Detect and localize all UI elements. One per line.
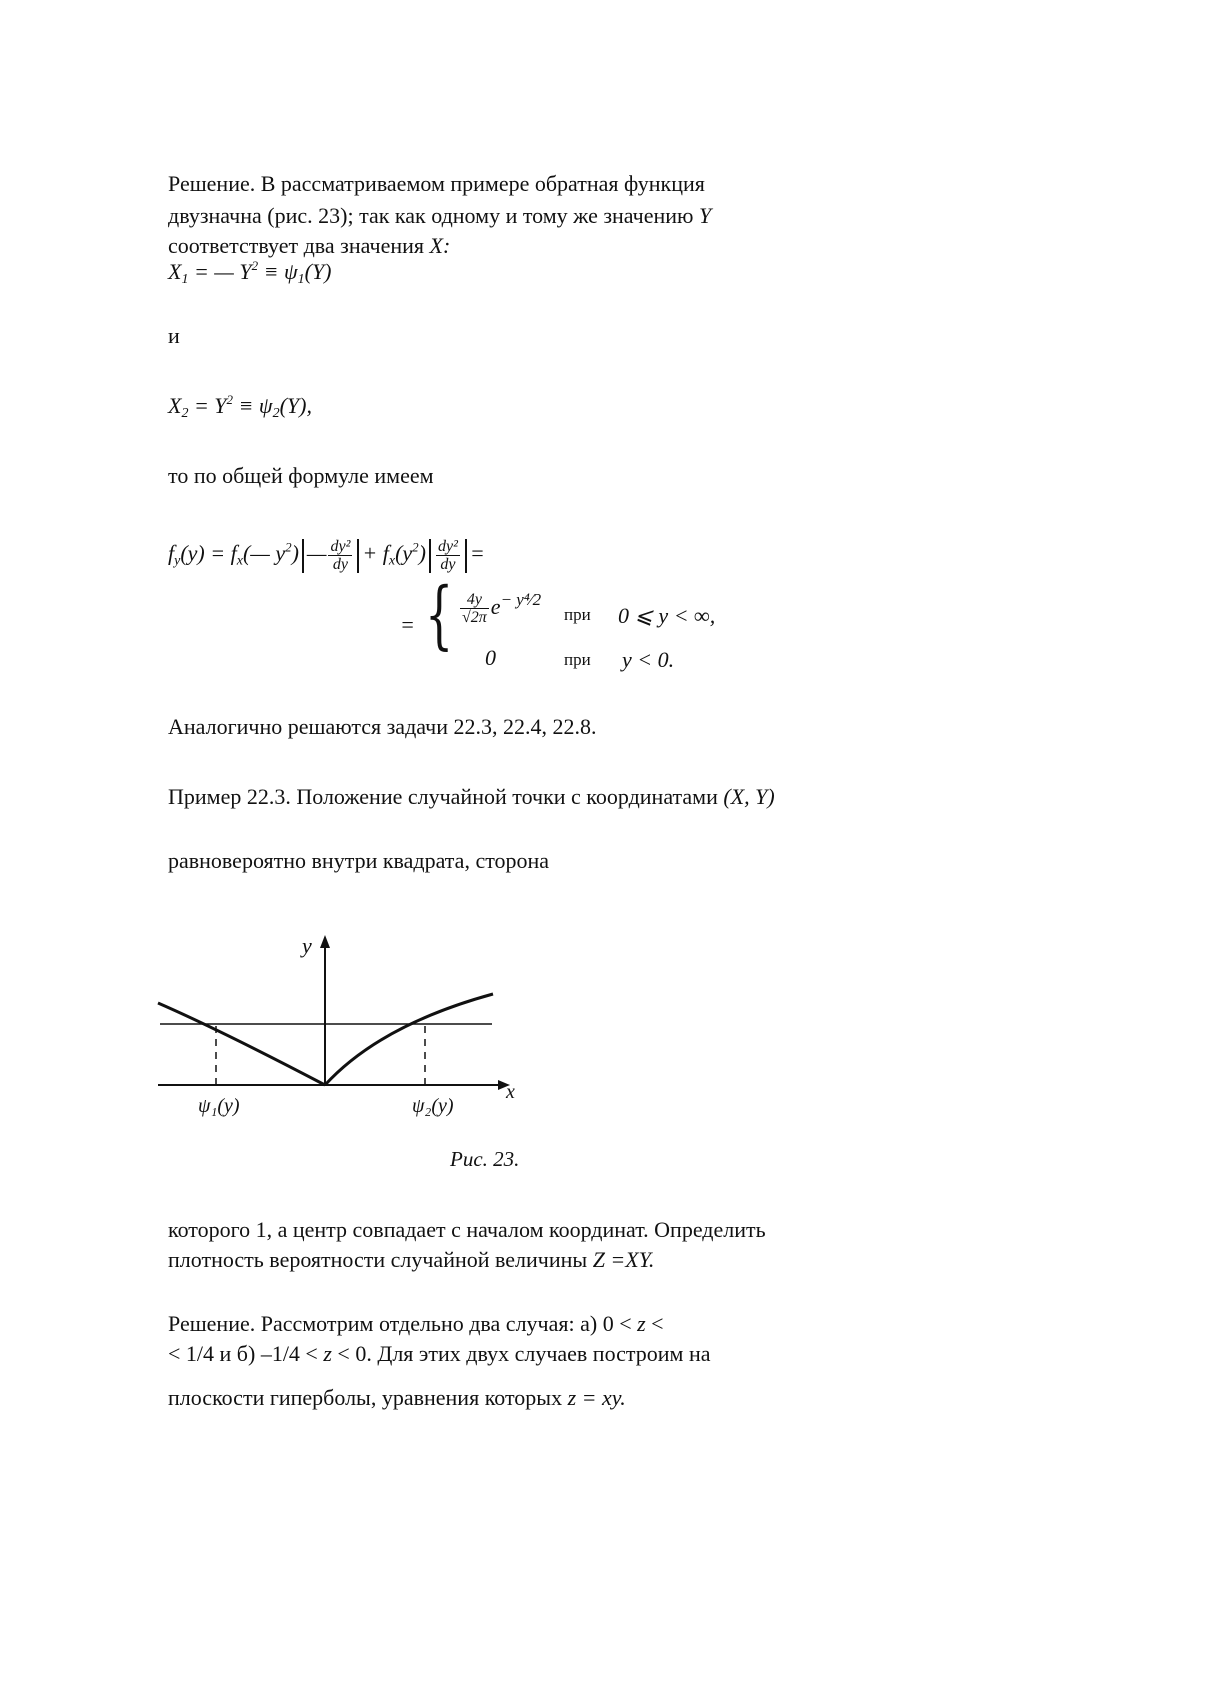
x2-equiv: ≡ ψ xyxy=(233,393,273,418)
fy-plus: + f xyxy=(362,540,389,566)
x1-sup: 2 xyxy=(251,258,259,273)
fy-arg2: (y xyxy=(395,540,413,566)
x2-lhs: X xyxy=(168,393,182,418)
var-x: X: xyxy=(429,233,451,258)
solution-line-1: Решение. В рассматриваемом примере обратная функция xyxy=(168,171,705,196)
left-brace: { xyxy=(425,572,454,658)
var-y: Y xyxy=(699,203,712,228)
fy-lhs: f xyxy=(168,540,175,566)
solution2-line-1-text: Решение. Рассмотрим отдельно два случая: а) 0 < xyxy=(168,1311,638,1336)
solution2-line-1-end: < xyxy=(645,1311,664,1336)
x2-sub: 2 xyxy=(181,406,189,421)
square-text: равновероятно внутри квадрата, сторона xyxy=(168,848,550,873)
curve-left-branch xyxy=(158,1003,325,1085)
curve-right-branch xyxy=(325,994,493,1085)
case-2-word: при xyxy=(564,650,591,669)
fy-arg1: (— y xyxy=(242,540,286,566)
x2-psi-sub: 2 xyxy=(272,406,280,421)
fy-minus: — xyxy=(306,540,327,566)
fy-end: = xyxy=(469,540,485,566)
fraction-numerator: dy² xyxy=(330,538,351,555)
solution2-line-2 xyxy=(168,1340,711,1367)
case-1-exp-base: e xyxy=(490,594,501,619)
x-axis-label: x xyxy=(506,1081,515,1103)
case-1-exponent: − y⁴⁄2 xyxy=(500,590,542,609)
case-2-value: 0 xyxy=(485,645,496,670)
x2-rhs: = Y xyxy=(188,393,227,418)
x1-sub: 1 xyxy=(181,272,189,287)
solution2-line-2-end: < 0. Для этих двух случаев построим на xyxy=(331,1341,711,1366)
case-1-condition: 0 ⩽ y < ∞, xyxy=(618,603,716,628)
example-title-text: Пример 22.3. Положение случайной точки с координатами xyxy=(168,784,724,809)
fy-arg2-sup: 2 xyxy=(412,539,419,555)
x2-sup: 2 xyxy=(226,392,234,407)
case-1-word: при xyxy=(564,605,591,624)
solution2-line-3 xyxy=(168,1384,626,1411)
fx-sub-1: x xyxy=(236,553,243,569)
solution2-line-1 xyxy=(168,1310,664,1337)
fy-eq1: (y) = f xyxy=(180,540,237,566)
fraction-numerator: dy² xyxy=(438,538,458,555)
x1-psi-sub: 1 xyxy=(297,272,305,287)
solution-line-2-text: двузначна (рис. 23); так как одному и тому же значению xyxy=(168,203,699,228)
psi2-label: ψ₂(y) xyxy=(412,1095,454,1117)
fy-arg1-sup: 2 xyxy=(285,539,292,555)
y-axis-arrow xyxy=(320,935,330,948)
figure-caption: Рис. 23. xyxy=(450,1147,520,1171)
fraction-denominator: dy xyxy=(332,556,348,573)
which-line-2-text: плотность вероятности случайной величины xyxy=(168,1247,593,1272)
fy-arg1-close: ) xyxy=(291,540,299,566)
var-z: z xyxy=(637,1311,646,1336)
fy-arg2-close: ) xyxy=(418,540,426,566)
general-formula-text: то по общей формуле имеем xyxy=(168,463,434,488)
var-z: z xyxy=(323,1341,332,1366)
y-axis-label: y xyxy=(302,933,312,958)
similar-tasks-text: Аналогично решаются задачи 22.3, 22.4, 22.8. xyxy=(168,714,597,739)
fy-lhs-sub: y xyxy=(174,553,181,569)
case-1-numerator: 4y xyxy=(460,591,489,609)
fraction-denominator: dy xyxy=(440,556,456,573)
case-2-condition: y < 0. xyxy=(622,647,675,672)
case-equals: = xyxy=(400,612,415,637)
psi1-label: ψ₁(y) xyxy=(198,1095,240,1117)
coordinates-xy: (X, Y) xyxy=(723,784,775,809)
x1-lhs: X xyxy=(168,259,182,284)
solution2-line-2-text: < 1/4 и б) –1/4 < xyxy=(168,1341,324,1366)
solution2-line-3-text: плоскости гиперболы, уравнения которых xyxy=(168,1385,568,1410)
case-1-denominator: √2π xyxy=(462,609,487,627)
x1-arg: (Y) xyxy=(304,259,332,284)
solution-line-3-text: соответствует два значения xyxy=(168,233,430,258)
z-equals-xy: Z =XY. xyxy=(592,1247,655,1272)
x2-arg: (Y), xyxy=(279,393,312,418)
x1-rhs: = — Y xyxy=(188,259,252,284)
hyperbola-equation: z = xy. xyxy=(567,1385,626,1410)
x1-equiv: ≡ ψ xyxy=(258,259,298,284)
which-line-1: которого 1, а центр совпадает с началом координат. Определить xyxy=(168,1217,766,1242)
fx-sub-2: x xyxy=(388,553,396,569)
and-word: и xyxy=(168,323,180,348)
which-line-2 xyxy=(168,1246,654,1273)
